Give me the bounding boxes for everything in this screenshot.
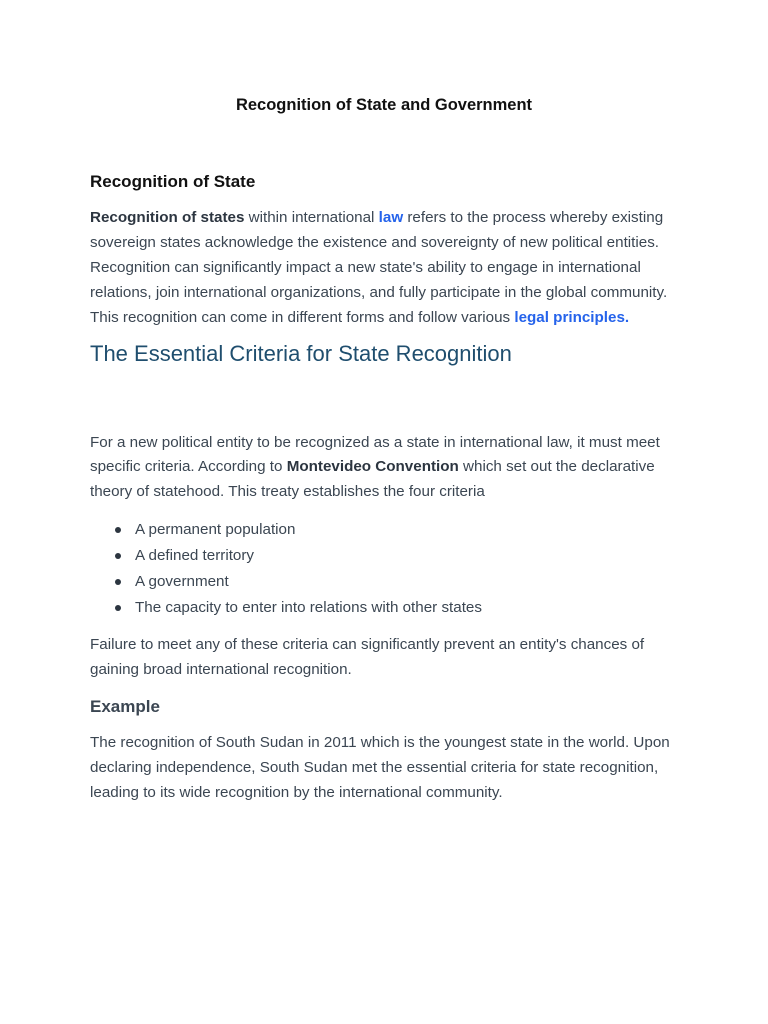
list-item-text: A permanent population: [135, 521, 296, 539]
list-item: [135, 595, 678, 621]
bullet-icon: [115, 553, 121, 559]
paragraph-text: which set out the declarative theory of statehood. This treaty establishes the four criteria: [90, 458, 655, 501]
section-heading-essential-criteria: The Essential Criteria for State Recognition: [90, 340, 512, 366]
list-item-text: A government: [135, 573, 229, 591]
list-item: [135, 517, 678, 543]
paragraph-text: For a new political entity to be recognized as a state in international law, it must meet specific criteria. According to: [90, 433, 660, 476]
paragraph-text: within international: [244, 209, 379, 226]
bold-lead: Recognition of states: [90, 209, 245, 226]
paragraph-failure: Failure to meet any of these criteria can significantly prevent an entity's chances of gaining broad international recognition.: [90, 636, 645, 679]
paragraph-text: refers to the process whereby existing sovereign states acknowledge the existence and sovereignty of new political entities. Recognition can significantly impact a new state's ability to engage in international relations, join international organizations, and fully participate in the global community. This recognition can come in different forms and follow various: [90, 209, 668, 326]
list-item-text: A defined territory: [135, 547, 255, 565]
law-link[interactable]: law: [378, 209, 404, 226]
criteria-list: [90, 517, 678, 621]
list-item: [135, 569, 678, 595]
list-item: [135, 543, 678, 569]
paragraph-recognition-of-state: [90, 206, 678, 331]
section-heading-recognition-of-state: Recognition of State: [90, 172, 256, 191]
bullet-icon: [115, 605, 121, 611]
paragraph-example: The recognition of South Sudan in 2011 which is the youngest state in the world. Upon declaring independence, South Sudan met the essential criteria for state recognition, leading to its wide recognition by the international community.: [90, 734, 670, 801]
bullet-icon: [115, 579, 121, 585]
paragraph-criteria-intro: [90, 431, 678, 506]
legal-principles-link[interactable]: legal principles.: [514, 308, 630, 326]
list-item-text: The capacity to enter into relations with other states: [135, 599, 482, 617]
document-title: Recognition of State and Government: [235, 96, 533, 114]
bullet-icon: [115, 527, 121, 533]
section-heading-example: Example: [90, 697, 160, 717]
bold-montevideo: Montevideo Convention: [286, 458, 459, 476]
